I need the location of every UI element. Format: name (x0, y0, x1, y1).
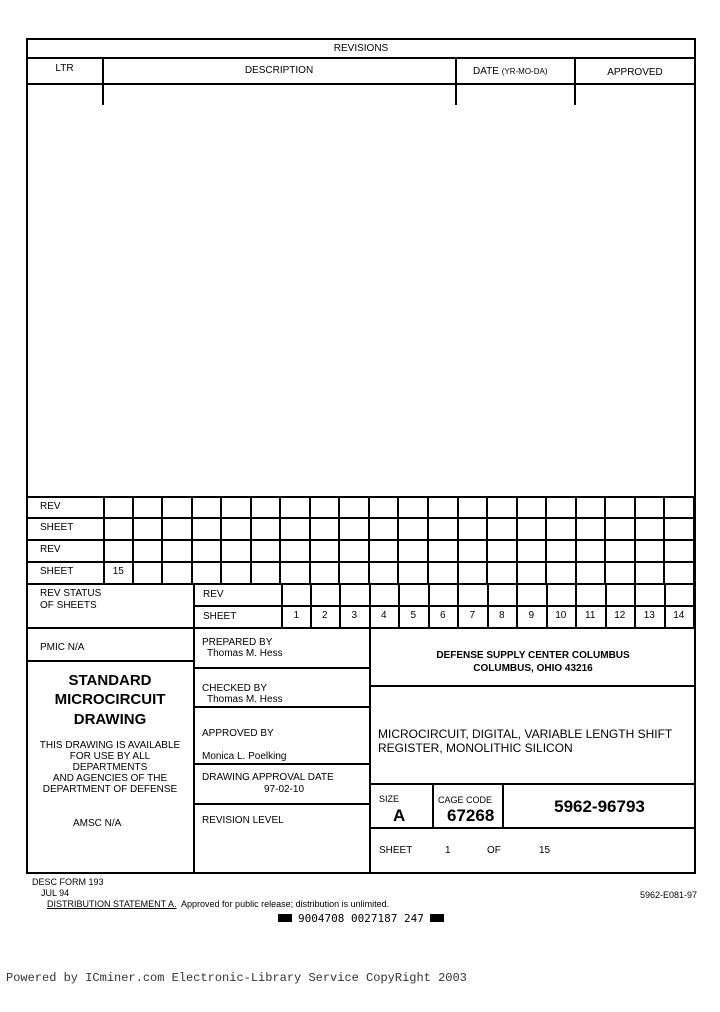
rev-status-cell (311, 583, 342, 605)
rev-grid-cell (162, 539, 193, 561)
avail-5: DEPARTMENT OF DEFENSE (42, 784, 178, 795)
divider (194, 763, 370, 765)
sheet-number-cell: 12 (606, 605, 637, 628)
rev-grid-cell (576, 496, 607, 517)
rev-status-cell (517, 583, 548, 605)
size-label: SIZE (379, 794, 400, 804)
rev-grid-cell (339, 496, 370, 517)
rev-grid-cell (428, 517, 459, 539)
rev-grid-cell (458, 517, 489, 539)
rev-grid-row-label: REV (40, 544, 61, 555)
cage-value: 67268 (447, 806, 495, 825)
approval-date-label: DRAWING APPROVAL DATE (202, 772, 334, 783)
rev-grid-cell (399, 561, 430, 583)
sheet-number-cell: 2 (311, 605, 342, 628)
approved-label: APPROVED BY (202, 728, 274, 739)
rev-grid-cell (280, 517, 311, 539)
prepared-name: Thomas M. Hess (207, 648, 283, 659)
rev-grid-cell (664, 539, 695, 561)
rev-grid-cell (251, 539, 282, 561)
rev-grid-cell (310, 496, 341, 517)
divider (370, 783, 696, 785)
sheet-number-cell: 1 (281, 605, 312, 628)
sheet-total: 15 (539, 845, 551, 856)
rev-status-cell (665, 583, 696, 605)
drawing-number: 5962-96793 (554, 797, 645, 816)
rev-grid-row-label: REV (40, 501, 61, 512)
status-sheet-label: SHEET (203, 611, 237, 622)
approval-date: 97-02-10 (264, 784, 305, 795)
sheet-number-cell: 5 (399, 605, 430, 628)
barcode-mark (430, 914, 444, 922)
dist-text: Approved for public release; distribution is unlimited. (181, 899, 390, 909)
rev-grid-cell (133, 561, 164, 583)
rev-grid-cell (664, 517, 695, 539)
powered-by: Powered by ICminer.com Electronic-Library Service CopyRight 2003 (6, 971, 467, 985)
barcode (278, 912, 444, 925)
rev-grid-cell (576, 561, 607, 583)
rev-grid-cell (399, 496, 430, 517)
revisions-title: REVISIONS (333, 43, 389, 54)
rev-grid-cell (339, 539, 370, 561)
checked-label: CHECKED BY (202, 683, 268, 694)
barcode-text: 9004708 0027187 247 (298, 912, 424, 925)
size-value: A (393, 806, 406, 825)
rev-grid-cell (664, 561, 695, 583)
rev-grid-cell (546, 539, 577, 561)
rev-grid-cell (162, 561, 193, 583)
rev-grid-cell (192, 539, 223, 561)
rev-grid-cell (428, 496, 459, 517)
rev-grid-cell (192, 561, 223, 583)
rev-grid-cell (428, 539, 459, 561)
rev-status-cell (458, 583, 489, 605)
rev-grid-cell (369, 496, 400, 517)
rev-grid-cell (576, 517, 607, 539)
col-date-format: (YR-MO-DA) (501, 67, 548, 76)
rev-grid-cell (546, 517, 577, 539)
barcode-mark (278, 914, 292, 922)
divider (193, 583, 195, 628)
rev-grid-cell (103, 496, 134, 517)
rev-grid-cell (221, 517, 252, 539)
revisions-table (26, 38, 696, 498)
rev-grid-cell (310, 561, 341, 583)
status-rev-label: REV (203, 589, 224, 600)
divider (26, 83, 696, 85)
form-date: JUL 94 (41, 888, 70, 898)
rev-grid-cell (428, 561, 459, 583)
rev-grid-row-label: SHEET (40, 566, 74, 577)
rev-grid-cell (487, 496, 518, 517)
rev-status-cell (547, 583, 578, 605)
rev-grid-cell (192, 517, 223, 539)
rev-grid-cell (605, 539, 636, 561)
rev-grid-cell (369, 539, 400, 561)
divider (370, 827, 696, 829)
col-date-label: DATE (473, 66, 499, 77)
description-2: REGISTER, MONOLITHIC SILICON (378, 741, 573, 755)
revision-level-label: REVISION LEVEL (202, 815, 284, 826)
rev-grid-cell (605, 517, 636, 539)
rev-grid-cell (635, 561, 666, 583)
sheet-number: 1 (445, 845, 451, 856)
rev-grid-cell (133, 517, 164, 539)
agency-address: COLUMBUS, OHIO 43216 (473, 663, 593, 674)
rev-status-cell (399, 583, 430, 605)
rev-grid-cell (546, 496, 577, 517)
rev-grid-cell (487, 539, 518, 561)
rev-grid-cell (605, 561, 636, 583)
rev-grid-cell (458, 539, 489, 561)
rev-grid-cell: 15 (103, 561, 134, 583)
rev-status-cell (370, 583, 401, 605)
divider (455, 57, 457, 105)
description-1: MICROCIRCUIT, DIGITAL, VARIABLE LENGTH SHIFT (378, 727, 673, 741)
checked-name: Thomas M. Hess (207, 694, 283, 705)
divider (194, 706, 370, 708)
rev-grid-cell (310, 539, 341, 561)
prepared-label: PREPARED BY (202, 637, 273, 648)
doc-code: 5962-E081-97 (640, 890, 698, 900)
col-description: DESCRIPTION (244, 65, 314, 76)
rev-grid-cell (221, 539, 252, 561)
form-number: DESC FORM 193 (32, 877, 104, 887)
rev-grid-cell (280, 539, 311, 561)
sheet-number-cell: 4 (370, 605, 401, 628)
rev-grid-cell (664, 496, 695, 517)
of-label: OF (487, 845, 501, 856)
rev-status-cell (488, 583, 519, 605)
sheet-number-cell: 13 (635, 605, 666, 628)
divider (370, 685, 696, 687)
rev-grid-cell (103, 517, 134, 539)
rev-grid-cell (576, 539, 607, 561)
approved-name: Monica L. Poelking (202, 751, 287, 762)
sheet-number-cell: 8 (488, 605, 519, 628)
rev-grid-cell (487, 517, 518, 539)
avail-3: DEPARTMENTS (72, 762, 148, 773)
rev-grid-cell (635, 539, 666, 561)
rev-grid-cell (162, 496, 193, 517)
sheet-number-cell: 10 (547, 605, 578, 628)
dist-label: DISTRIBUTION STATEMENT A. (47, 899, 177, 909)
rev-grid-cell (517, 539, 548, 561)
std-title-1: STANDARD (68, 672, 152, 689)
rev-grid-cell (133, 496, 164, 517)
sheet-number-cell: 9 (517, 605, 548, 628)
rev-grid-cell (339, 561, 370, 583)
rev-grid-cell (310, 517, 341, 539)
rev-grid-cell (339, 517, 370, 539)
rev-status-cell (340, 583, 371, 605)
rev-status-cell (635, 583, 666, 605)
col-date (473, 66, 548, 77)
pmic: PMIC N/A (40, 642, 85, 653)
rev-status-label: REV STATUS (40, 588, 102, 599)
rev-status-label: OF SHEETS (40, 600, 97, 611)
rev-grid-cell (192, 496, 223, 517)
rev-grid-cell (251, 517, 282, 539)
avail-1: THIS DRAWING IS AVAILABLE (39, 740, 181, 751)
rev-status-cell (281, 583, 312, 605)
rev-status-cell (429, 583, 460, 605)
divider (194, 667, 370, 669)
avail-2: FOR USE BY ALL (69, 751, 151, 762)
rev-grid-cell (399, 517, 430, 539)
rev-grid-cell (458, 496, 489, 517)
rev-grid-cell (103, 539, 134, 561)
rev-grid-cell (458, 561, 489, 583)
rev-grid-cell (369, 517, 400, 539)
divider (574, 57, 576, 105)
divider (26, 57, 696, 59)
rev-grid-cell (221, 496, 252, 517)
sheet-number-cell: 7 (458, 605, 489, 628)
rev-grid-cell (162, 517, 193, 539)
amsc: AMSC N/A (73, 818, 122, 829)
col-approved: APPROVED (607, 67, 663, 78)
std-title-2: MICROCIRCUIT (54, 691, 166, 708)
rev-grid-cell (487, 561, 518, 583)
rev-grid-cell (517, 517, 548, 539)
avail-4: AND AGENCIES OF THE (52, 773, 168, 784)
rev-status-cell (576, 583, 607, 605)
rev-grid-cell (517, 496, 548, 517)
rev-grid-cell (133, 539, 164, 561)
divider (432, 783, 434, 828)
cage-label: CAGE CODE (438, 795, 493, 805)
rev-grid-cell (517, 561, 548, 583)
rev-grid-cell (221, 561, 252, 583)
distribution-statement (47, 899, 389, 909)
divider (194, 803, 370, 805)
agency-name: DEFENSE SUPPLY CENTER COLUMBUS (436, 650, 630, 661)
rev-grid-cell (369, 561, 400, 583)
col-ltr: LTR (55, 63, 74, 74)
rev-grid-cell (280, 561, 311, 583)
rev-grid-cell (546, 561, 577, 583)
rev-grid-cell (635, 496, 666, 517)
divider (26, 660, 194, 662)
rev-status-cell (606, 583, 637, 605)
rev-grid-cell (280, 496, 311, 517)
rev-grid-cell (635, 517, 666, 539)
rev-grid-cell (251, 561, 282, 583)
sheet-label: SHEET (379, 845, 413, 856)
sheet-number-cell: 14 (665, 605, 696, 628)
sheet-number-cell: 3 (340, 605, 371, 628)
rev-grid-row-label: SHEET (40, 522, 74, 533)
rev-grid-cell (399, 539, 430, 561)
sheet-number-cell: 6 (429, 605, 460, 628)
rev-grid-cell (251, 496, 282, 517)
std-title-3: DRAWING (73, 711, 147, 728)
sheet-number-cell: 11 (576, 605, 607, 628)
rev-grid-cell (605, 496, 636, 517)
